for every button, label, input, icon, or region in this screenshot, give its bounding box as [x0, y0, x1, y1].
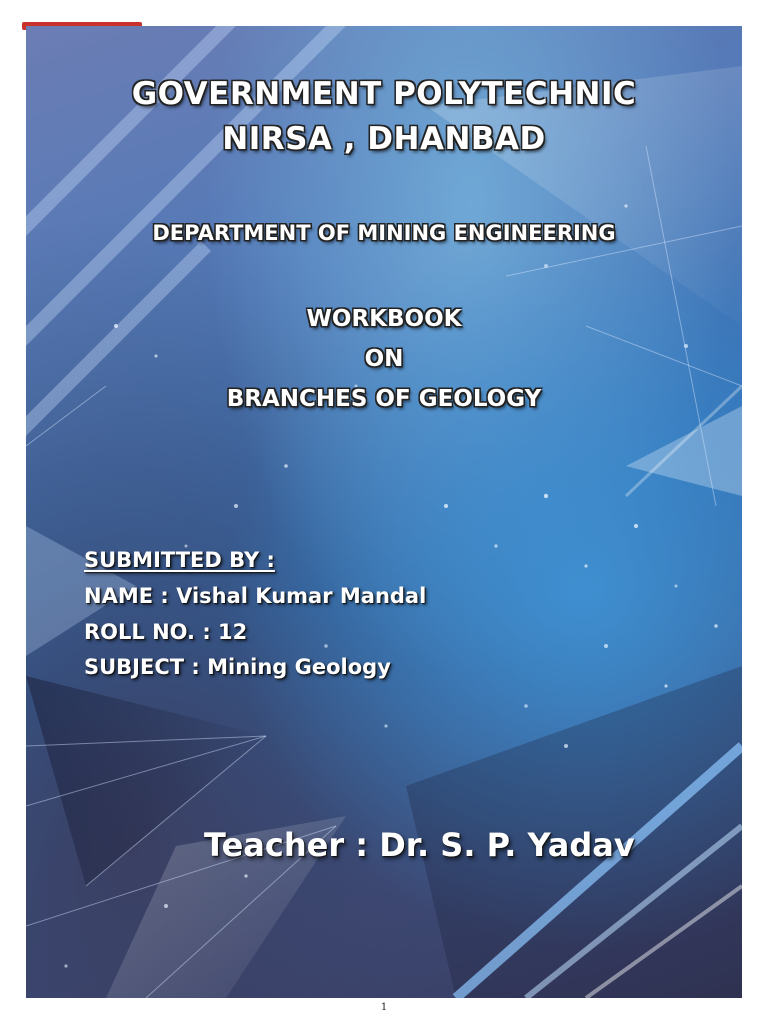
workbook-subject: BRANCHES OF GEOLOGY — [226, 386, 542, 412]
teacher-name: Teacher : Dr. S. P. Yadav — [204, 826, 635, 864]
submitted-by-heading: SUBMITTED BY : — [84, 548, 275, 572]
institute-name: GOVERNMENT POLYTECHNIC — [131, 76, 637, 112]
subject-line: SUBJECT : Mining Geology — [84, 655, 391, 679]
page-number: 1 — [380, 1002, 388, 1013]
student-name: NAME : Vishal Kumar Mandal — [84, 584, 427, 608]
workbook-on: ON — [364, 346, 404, 372]
triangle-right — [626, 406, 742, 496]
institute-location: NIRSA , DHANBAD — [222, 121, 546, 157]
cover-page — [26, 26, 742, 998]
department-title: DEPARTMENT OF MINING ENGINEERING — [152, 221, 616, 245]
roll-number: ROLL NO. : 12 — [84, 620, 248, 644]
workbook-title: WORKBOOK — [306, 306, 462, 332]
